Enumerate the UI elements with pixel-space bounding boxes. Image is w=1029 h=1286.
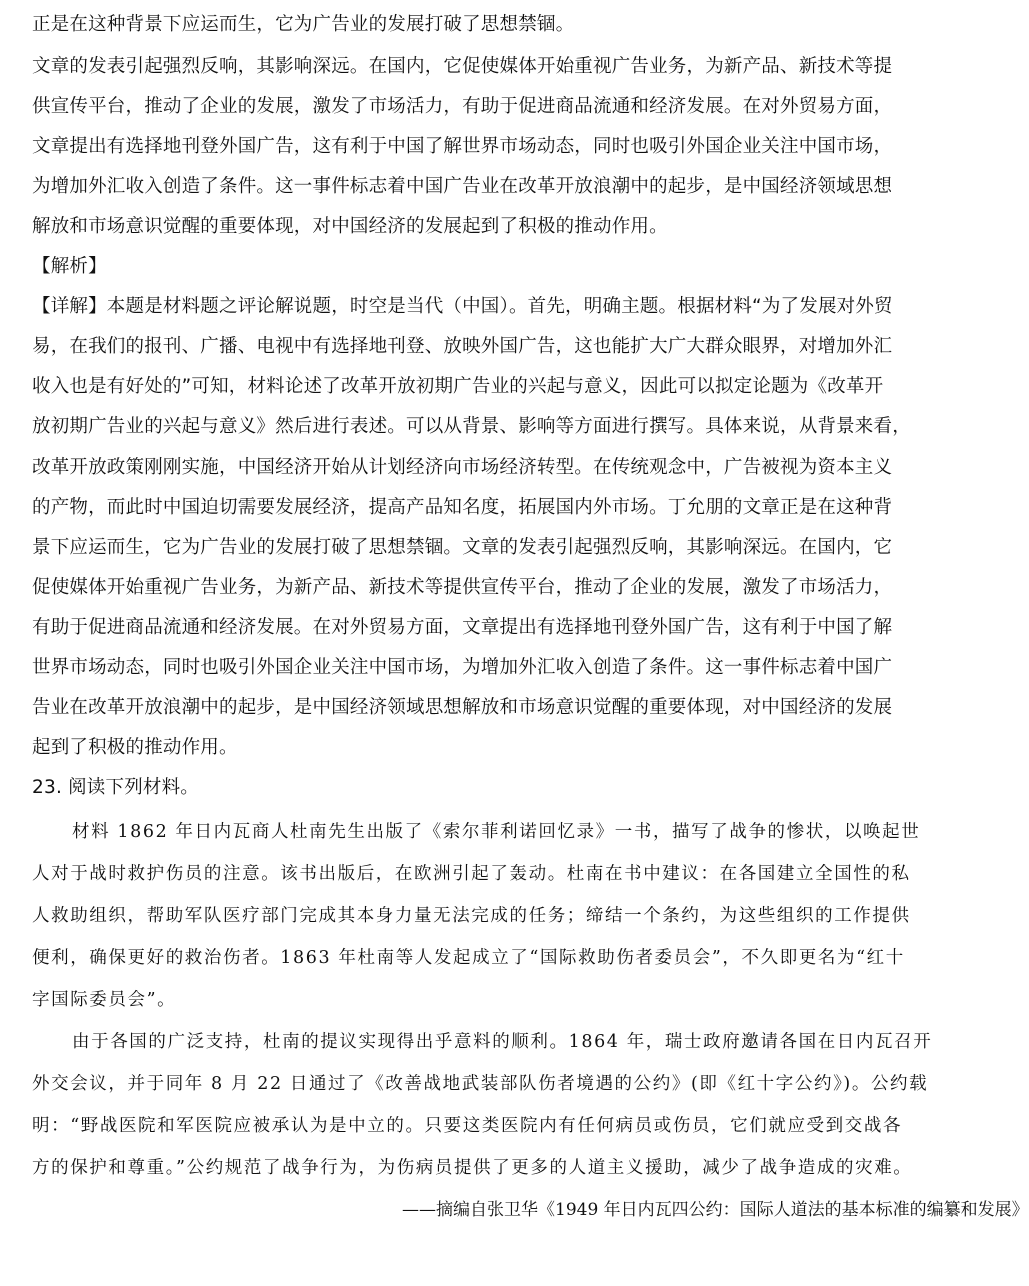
- answer-line: 文章的发表引起强烈反响，其影响深远。在国内，它促使媒体开始重视广告业务，为新产品、新技术等提: [32, 56, 893, 77]
- analysis-line: 易，在我们的报刊、广播、电视中有选择地刊登、放映外国广告，这也能扩大广大群众眼界，对增加外汇: [32, 336, 893, 357]
- answer-line: 正是在这种背景下应运而生，它为广告业的发展打破了思想禁锢。: [32, 14, 575, 35]
- analysis-line: 促使媒体开始重视广告业务，为新产品、新技术等提供宣传平台，推动了企业的发展，激发了市场活力，: [32, 577, 893, 598]
- answer-line: 解放和市场意识觉醒的重要体现，对中国经济的发展起到了积极的推动作用。: [32, 216, 668, 237]
- material-line: 人对于战时救护伤员的注意。该书出版后，在欧洲引起了轰动。杜南在书中建议：在各国建立全国性的私: [32, 864, 911, 884]
- analysis-heading: 【解析】: [32, 256, 107, 277]
- material-line: 方的保护和尊重。”公约规范了战争行为，为伤病员提供了更多的人道主义援助，减少了战争造成的灾难。: [32, 1158, 913, 1178]
- material-line: 字国际委员会”。: [32, 990, 177, 1010]
- source-citation: ——摘编自张卫华《1949 年日内瓦四公约：国际人道法的基本标准的编纂和发展》: [402, 1200, 1029, 1220]
- material-line: 明：“野战医院和军医院应被承认为是中立的。只要这类医院内有任何病员或伤员，它们就应受到交战各: [32, 1116, 903, 1136]
- material-line: 由于各国的广泛支持，杜南的提议实现得出乎意料的顺利。1864 年，瑞士政府邀请各国在日内瓦召开: [72, 1032, 933, 1052]
- material-line: 材料 1862 年日内瓦商人杜南先生出版了《索尔菲利诺回忆录》一书，描写了战争的惨状，以唤起世: [72, 822, 921, 842]
- analysis-line: 的产物，而此时中国迫切需要发展经济，提高产品知名度，拓展国内外市场。丁允朋的文章正是在这种背: [32, 497, 893, 518]
- answer-line: 供宣传平台，推动了企业的发展，激发了市场活力，有助于促进商品流通和经济发展。在对外贸易方面，: [32, 96, 893, 117]
- analysis-line: 告业在改革开放浪潮中的起步，是中国经济领域思想解放和市场意识觉醒的重要体现，对中国经济的发展: [32, 697, 893, 718]
- analysis-line: 【详解】本题是材料题之评论解说题，时空是当代（中国）。首先，明确主题。根据材料“为了发展对外贸: [32, 296, 893, 317]
- analysis-line: 收入也是有好处的”可知，材料论述了改革开放初期广告业的兴起与意义，因此可以拟定论题为《改革开: [32, 376, 884, 397]
- answer-line: 为增加外汇收入创造了条件。这一事件标志着中国广告业在改革开放浪潮中的起步，是中国经济领域思想: [32, 176, 893, 197]
- analysis-line: 世界市场动态，同时也吸引外国企业关注中国市场，为增加外汇收入创造了条件。这一事件标志着中国广: [32, 657, 893, 678]
- material-line: 外交会议，并于同年 8 月 22 日通过了《改善战地武装部队伤者境遇的公约》(即《红十字公约》)。公约载: [32, 1074, 929, 1094]
- question-heading: 23. 阅读下列材料。: [32, 777, 200, 798]
- analysis-line: 改革开放政策刚刚实施，中国经济开始从计划经济向市场经济转型。在传统观念中，广告被视为资本主义: [32, 457, 893, 478]
- material-line: 便利，确保更好的救治伤者。1863 年杜南等人发起成立了“国际救助伤者委员会”，不久即更名为“红十: [32, 948, 905, 968]
- analysis-line: 起到了积极的推动作用。: [32, 737, 238, 758]
- analysis-line: 有助于促进商品流通和经济发展。在对外贸易方面，文章提出有选择地刊登外国广告，这有利于中国了解: [32, 617, 893, 638]
- answer-line: 文章提出有选择地刊登外国广告，这有利于中国了解世界市场动态，同时也吸引外国企业关注中国市场，: [32, 136, 893, 157]
- analysis-line: 景下应运而生，它为广告业的发展打破了思想禁锢。文章的发表引起强烈反响，其影响深远。在国内，它: [32, 537, 893, 558]
- material-line: 人救助组织，帮助军队医疗部门完成其本身力量无法完成的任务；缔结一个条约，为这些组织的工作提供: [32, 906, 911, 926]
- analysis-line: 放初期广告业的兴起与意义》然后进行表述。可以从背景、影响等方面进行撰写。具体来说，从背景来看，: [32, 416, 911, 437]
